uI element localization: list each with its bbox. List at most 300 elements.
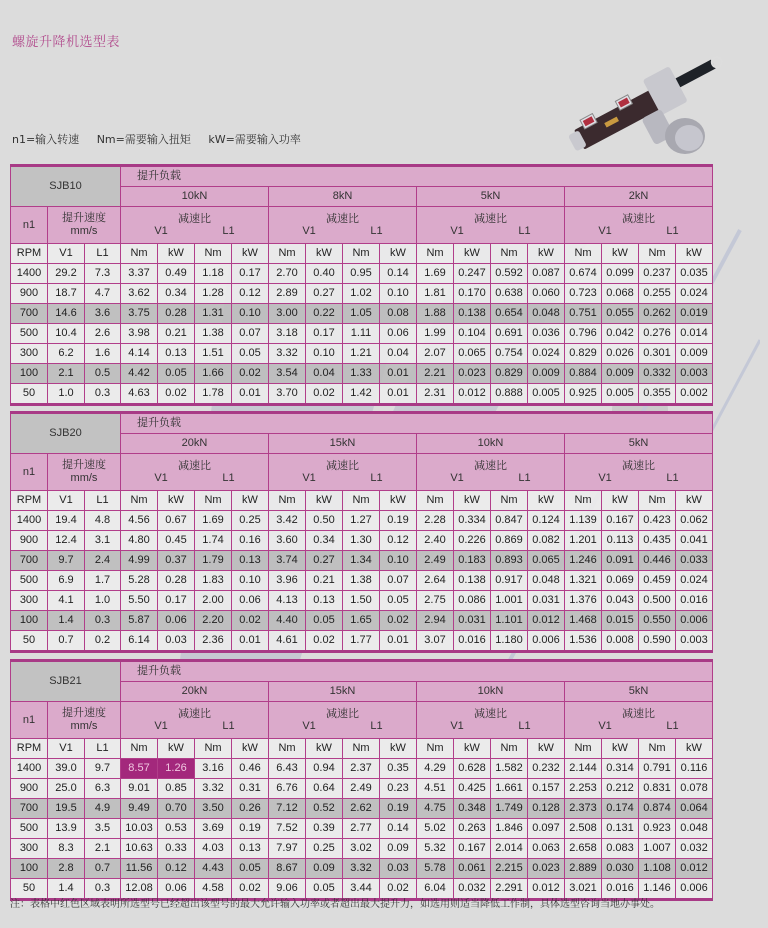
power-cell: 0.002 <box>676 384 713 405</box>
power-cell: 0.01 <box>232 384 269 405</box>
rpm-cell: 900 <box>11 531 48 551</box>
speed-header: 提升速度 mm/s <box>48 702 121 739</box>
power-cell: 0.28 <box>158 304 195 324</box>
power-cell: 0.062 <box>676 511 713 531</box>
speed-v1-cell: 2.1 <box>48 364 85 384</box>
power-cell: 0.14 <box>380 819 417 839</box>
torque-cell: 2.215 <box>491 859 528 879</box>
torque-cell: 4.80 <box>121 531 158 551</box>
power-cell: 0.12 <box>232 284 269 304</box>
torque-cell: 1.11 <box>343 324 380 344</box>
power-cell: 0.34 <box>306 531 343 551</box>
legend-kw: kW=需要输入功率 <box>208 133 301 146</box>
n1-header: n1 <box>11 702 48 739</box>
load-value: 10kN <box>417 682 565 702</box>
torque-cell: 3.44 <box>343 879 380 900</box>
torque-cell: 2.89 <box>269 284 306 304</box>
power-cell: 0.31 <box>232 779 269 799</box>
torque-cell: 12.08 <box>121 879 158 900</box>
torque-cell: 0.423 <box>639 511 676 531</box>
torque-cell: 1.05 <box>343 304 380 324</box>
torque-cell: 4.63 <box>121 384 158 405</box>
torque-cell: 1.51 <box>195 344 232 364</box>
speed-v1-cell: 19.4 <box>48 511 85 531</box>
power-cell: 0.09 <box>380 839 417 859</box>
load-header: 提升负载 <box>121 661 713 682</box>
torque-cell: 0.869 <box>491 531 528 551</box>
power-cell: 0.060 <box>528 284 565 304</box>
power-cell: 0.023 <box>454 364 491 384</box>
torque-cell: 0.255 <box>639 284 676 304</box>
unit-row: RPM V1 L1 Nm kW Nm kW Nm kW Nm kW Nm kW Nm kW Nm kW Nm kW <box>11 491 713 511</box>
power-cell: 0.06 <box>232 591 269 611</box>
power-cell: 0.016 <box>602 879 639 900</box>
over-limit-cell: 1.26 <box>158 759 195 779</box>
table-row <box>11 364 713 384</box>
power-cell: 0.03 <box>158 631 195 652</box>
rpm-cell: 900 <box>11 284 48 304</box>
power-cell: 0.12 <box>158 859 195 879</box>
speed-l1-cell: 2.1 <box>85 839 121 859</box>
torque-cell: 3.54 <box>269 364 306 384</box>
torque-cell: 2.62 <box>343 799 380 819</box>
torque-cell: 4.51 <box>417 779 454 799</box>
power-cell: 0.003 <box>676 631 713 652</box>
table-row <box>11 799 713 819</box>
torque-cell: 1.81 <box>417 284 454 304</box>
power-cell: 0.21 <box>158 324 195 344</box>
torque-cell: 2.94 <box>417 611 454 631</box>
power-cell: 0.063 <box>528 839 565 859</box>
power-cell: 0.113 <box>602 531 639 551</box>
torque-cell: 1.001 <box>491 591 528 611</box>
torque-cell: 2.291 <box>491 879 528 900</box>
rpm-cell: 300 <box>11 839 48 859</box>
power-cell: 0.14 <box>380 264 417 284</box>
torque-cell: 1.101 <box>491 611 528 631</box>
torque-cell: 3.07 <box>417 631 454 652</box>
torque-cell: 2.144 <box>565 759 602 779</box>
power-cell: 0.167 <box>454 839 491 859</box>
speed-l1-cell: 4.8 <box>85 511 121 531</box>
power-cell: 0.099 <box>602 264 639 284</box>
power-cell: 0.45 <box>158 531 195 551</box>
torque-cell: 3.96 <box>269 571 306 591</box>
power-cell: 0.006 <box>528 631 565 652</box>
torque-cell: 1.33 <box>343 364 380 384</box>
power-cell: 0.13 <box>232 839 269 859</box>
torque-cell: 0.95 <box>343 264 380 284</box>
speed-v1-cell: 29.2 <box>48 264 85 284</box>
power-cell: 0.032 <box>676 839 713 859</box>
power-cell: 0.012 <box>528 611 565 631</box>
rpm-cell: 1400 <box>11 264 48 284</box>
torque-cell: 3.021 <box>565 879 602 900</box>
torque-cell: 2.07 <box>417 344 454 364</box>
rpm-cell: 1400 <box>11 511 48 531</box>
speed-l1-cell: 1.0 <box>85 591 121 611</box>
power-cell: 0.06 <box>158 611 195 631</box>
torque-cell: 1.66 <box>195 364 232 384</box>
power-cell: 0.05 <box>306 611 343 631</box>
power-cell: 0.27 <box>306 551 343 571</box>
power-cell: 0.005 <box>602 384 639 405</box>
torque-cell: 3.74 <box>269 551 306 571</box>
torque-cell: 5.78 <box>417 859 454 879</box>
load-value: 5kN <box>417 187 565 207</box>
torque-cell: 5.87 <box>121 611 158 631</box>
power-cell: 0.05 <box>232 344 269 364</box>
torque-cell: 0.829 <box>491 364 528 384</box>
power-cell: 0.19 <box>232 819 269 839</box>
power-cell: 0.026 <box>602 344 639 364</box>
ratio-header: 减速比 V1 L1 <box>121 702 269 739</box>
power-cell: 0.64 <box>306 779 343 799</box>
speed-l1-cell: 1.6 <box>85 344 121 364</box>
table-row <box>11 264 713 284</box>
torque-cell: 3.50 <box>195 799 232 819</box>
power-cell: 0.67 <box>158 511 195 531</box>
power-cell: 0.031 <box>454 611 491 631</box>
power-cell: 0.13 <box>158 344 195 364</box>
torque-cell: 0.796 <box>565 324 602 344</box>
torque-cell: 2.75 <box>417 591 454 611</box>
power-cell: 0.628 <box>454 759 491 779</box>
torque-cell: 4.14 <box>121 344 158 364</box>
power-cell: 0.157 <box>528 779 565 799</box>
torque-cell: 4.03 <box>195 839 232 859</box>
torque-cell: 10.63 <box>121 839 158 859</box>
power-cell: 0.07 <box>380 571 417 591</box>
load-value: 20kN <box>121 682 269 702</box>
torque-cell: 1.28 <box>195 284 232 304</box>
power-cell: 0.174 <box>602 799 639 819</box>
power-cell: 0.009 <box>528 364 565 384</box>
speed-l1-cell: 3.5 <box>85 819 121 839</box>
load-value: 2kN <box>565 187 713 207</box>
torque-cell: 0.592 <box>491 264 528 284</box>
ratio-header: 减速比 V1 L1 <box>269 454 417 491</box>
speed-l1-cell: 0.3 <box>85 384 121 405</box>
power-cell: 0.138 <box>454 304 491 324</box>
torque-cell: 3.32 <box>195 779 232 799</box>
power-cell: 0.10 <box>306 344 343 364</box>
torque-cell: 0.638 <box>491 284 528 304</box>
load-header: 提升负载 <box>121 166 713 187</box>
power-cell: 0.247 <box>454 264 491 284</box>
torque-cell: 1.661 <box>491 779 528 799</box>
torque-cell: 1.21 <box>343 344 380 364</box>
power-cell: 0.10 <box>380 551 417 571</box>
torque-cell: 3.00 <box>269 304 306 324</box>
speed-v1-cell: 12.4 <box>48 531 85 551</box>
power-cell: 0.17 <box>306 324 343 344</box>
torque-cell: 2.014 <box>491 839 528 859</box>
power-cell: 0.012 <box>676 859 713 879</box>
torque-cell: 1.749 <box>491 799 528 819</box>
table-row <box>11 511 713 531</box>
torque-cell: 3.16 <box>195 759 232 779</box>
torque-cell: 7.97 <box>269 839 306 859</box>
power-cell: 0.012 <box>528 879 565 900</box>
torque-cell: 1.79 <box>195 551 232 571</box>
power-cell: 0.46 <box>232 759 269 779</box>
power-cell: 0.024 <box>676 284 713 304</box>
torque-cell: 5.28 <box>121 571 158 591</box>
speed-l1-cell: 3.1 <box>85 531 121 551</box>
rpm-cell: 700 <box>11 799 48 819</box>
power-cell: 0.16 <box>232 531 269 551</box>
power-cell: 0.08 <box>380 304 417 324</box>
speed-l1-cell: 3.6 <box>85 304 121 324</box>
torque-cell: 0.917 <box>491 571 528 591</box>
torque-cell: 4.43 <box>195 859 232 879</box>
torque-cell: 1.34 <box>343 551 380 571</box>
power-cell: 0.104 <box>454 324 491 344</box>
torque-cell: 1.77 <box>343 631 380 652</box>
torque-cell: 0.691 <box>491 324 528 344</box>
torque-cell: 0.262 <box>639 304 676 324</box>
speed-l1-cell: 0.5 <box>85 364 121 384</box>
speed-v1-cell: 1.4 <box>48 879 85 900</box>
power-cell: 0.70 <box>158 799 195 819</box>
torque-cell: 2.37 <box>343 759 380 779</box>
power-cell: 0.01 <box>380 631 417 652</box>
torque-cell: 3.98 <box>121 324 158 344</box>
power-cell: 0.94 <box>306 759 343 779</box>
torque-cell: 3.42 <box>269 511 306 531</box>
speed-v1-cell: 6.2 <box>48 344 85 364</box>
torque-cell: 4.29 <box>417 759 454 779</box>
power-cell: 0.006 <box>676 879 713 900</box>
torque-cell: 1.846 <box>491 819 528 839</box>
rpm-cell: 100 <box>11 859 48 879</box>
torque-cell: 2.64 <box>417 571 454 591</box>
load-value: 20kN <box>121 434 269 454</box>
power-cell: 0.02 <box>380 611 417 631</box>
torque-cell: 2.889 <box>565 859 602 879</box>
power-cell: 0.35 <box>380 759 417 779</box>
power-cell: 0.019 <box>676 304 713 324</box>
table-row <box>11 611 713 631</box>
ratio-header: 减速比 V1 L1 <box>565 207 713 244</box>
torque-cell: 1.31 <box>195 304 232 324</box>
table-row <box>11 344 713 364</box>
torque-cell: 1.99 <box>417 324 454 344</box>
power-cell: 0.10 <box>380 284 417 304</box>
table-row <box>11 284 713 304</box>
speed-l1-cell: 4.7 <box>85 284 121 304</box>
torque-cell: 9.49 <box>121 799 158 819</box>
power-cell: 0.02 <box>232 611 269 631</box>
ratio-header: 减速比 V1 L1 <box>565 454 713 491</box>
torque-cell: 1.146 <box>639 879 676 900</box>
speed-l1-cell: 0.2 <box>85 631 121 652</box>
power-cell: 0.014 <box>676 324 713 344</box>
speed-l1-cell: 2.4 <box>85 551 121 571</box>
torque-cell: 5.02 <box>417 819 454 839</box>
speed-v1-cell: 8.3 <box>48 839 85 859</box>
model-label: SJB21 <box>11 661 121 702</box>
power-cell: 0.50 <box>306 511 343 531</box>
power-cell: 0.042 <box>602 324 639 344</box>
power-cell: 0.170 <box>454 284 491 304</box>
torque-cell: 6.76 <box>269 779 306 799</box>
power-cell: 0.032 <box>454 879 491 900</box>
torque-cell: 2.36 <box>195 631 232 652</box>
power-cell: 0.425 <box>454 779 491 799</box>
torque-cell: 0.893 <box>491 551 528 571</box>
torque-cell: 1.536 <box>565 631 602 652</box>
torque-cell: 7.52 <box>269 819 306 839</box>
torque-cell: 0.654 <box>491 304 528 324</box>
power-cell: 0.031 <box>528 591 565 611</box>
load-header: 提升负载 <box>121 413 713 434</box>
power-cell: 0.016 <box>676 591 713 611</box>
power-cell: 0.041 <box>676 531 713 551</box>
load-value: 8kN <box>269 187 417 207</box>
power-cell: 0.12 <box>380 531 417 551</box>
power-cell: 0.065 <box>528 551 565 571</box>
legend-n1: n1=输入转速 <box>12 133 80 146</box>
power-cell: 0.17 <box>232 264 269 284</box>
ratio-header: 减速比 V1 L1 <box>121 207 269 244</box>
power-cell: 0.34 <box>158 284 195 304</box>
page-title: 螺旋升降机选型表 <box>12 35 121 50</box>
speed-l1-cell: 7.3 <box>85 264 121 284</box>
model-label: SJB10 <box>11 166 121 207</box>
power-cell: 0.22 <box>306 304 343 324</box>
power-cell: 0.09 <box>306 859 343 879</box>
torque-cell: 1.18 <box>195 264 232 284</box>
power-cell: 0.52 <box>306 799 343 819</box>
table-row <box>11 571 713 591</box>
torque-cell: 1.321 <box>565 571 602 591</box>
torque-cell: 3.70 <box>269 384 306 405</box>
torque-cell: 3.62 <box>121 284 158 304</box>
unit-row: RPM V1 L1 Nm kW Nm kW Nm kW Nm kW Nm kW Nm kW Nm kW Nm kW <box>11 739 713 759</box>
power-cell: 0.13 <box>306 591 343 611</box>
torque-cell: 1.02 <box>343 284 380 304</box>
power-cell: 0.048 <box>528 571 565 591</box>
speed-v1-cell: 2.8 <box>48 859 85 879</box>
power-cell: 0.036 <box>528 324 565 344</box>
speed-v1-cell: 18.7 <box>48 284 85 304</box>
torque-cell: 2.658 <box>565 839 602 859</box>
power-cell: 0.009 <box>676 344 713 364</box>
torque-cell: 4.75 <box>417 799 454 819</box>
torque-cell: 1.65 <box>343 611 380 631</box>
power-cell: 0.033 <box>676 551 713 571</box>
speed-v1-cell: 19.5 <box>48 799 85 819</box>
torque-cell: 3.37 <box>121 264 158 284</box>
spec-table-sjb20 <box>10 411 713 653</box>
torque-cell: 3.32 <box>343 859 380 879</box>
power-cell: 0.01 <box>232 631 269 652</box>
rpm-cell: 50 <box>11 384 48 405</box>
ratio-header: 减速比 V1 L1 <box>417 454 565 491</box>
torque-cell: 2.253 <box>565 779 602 799</box>
speed-v1-cell: 10.4 <box>48 324 85 344</box>
torque-cell: 2.77 <box>343 819 380 839</box>
rpm-cell: 500 <box>11 819 48 839</box>
torque-cell: 0.829 <box>565 344 602 364</box>
torque-cell: 8.67 <box>269 859 306 879</box>
rpm-cell: 100 <box>11 611 48 631</box>
speed-v1-cell: 25.0 <box>48 779 85 799</box>
torque-cell: 2.70 <box>269 264 306 284</box>
n1-header: n1 <box>11 207 48 244</box>
power-cell: 0.138 <box>454 571 491 591</box>
torque-cell: 4.99 <box>121 551 158 571</box>
torque-cell: 2.21 <box>417 364 454 384</box>
rpm-cell: 1400 <box>11 759 48 779</box>
torque-cell: 2.373 <box>565 799 602 819</box>
power-cell: 0.035 <box>676 264 713 284</box>
table-row <box>11 839 713 859</box>
rpm-cell: 700 <box>11 304 48 324</box>
torque-cell: 2.20 <box>195 611 232 631</box>
speed-v1-cell: 0.7 <box>48 631 85 652</box>
power-cell: 0.012 <box>454 384 491 405</box>
torque-cell: 0.500 <box>639 591 676 611</box>
power-cell: 0.21 <box>306 571 343 591</box>
n1-header: n1 <box>11 454 48 491</box>
power-cell: 0.086 <box>454 591 491 611</box>
torque-cell: 0.884 <box>565 364 602 384</box>
torque-cell: 1.007 <box>639 839 676 859</box>
torque-cell: 1.27 <box>343 511 380 531</box>
power-cell: 0.01 <box>380 364 417 384</box>
power-cell: 0.05 <box>380 591 417 611</box>
torque-cell: 7.12 <box>269 799 306 819</box>
torque-cell: 0.237 <box>639 264 676 284</box>
speed-v1-cell: 4.1 <box>48 591 85 611</box>
torque-cell: 1.246 <box>565 551 602 571</box>
torque-cell: 9.06 <box>269 879 306 900</box>
torque-cell: 1.376 <box>565 591 602 611</box>
power-cell: 0.068 <box>602 284 639 304</box>
power-cell: 0.23 <box>380 779 417 799</box>
power-cell: 0.061 <box>454 859 491 879</box>
power-cell: 0.13 <box>232 551 269 571</box>
legend-nm: Nm=需要输入扭矩 <box>96 133 191 146</box>
torque-cell: 3.60 <box>269 531 306 551</box>
power-cell: 0.023 <box>528 859 565 879</box>
torque-cell: 1.74 <box>195 531 232 551</box>
torque-cell: 0.888 <box>491 384 528 405</box>
speed-l1-cell: 0.7 <box>85 859 121 879</box>
torque-cell: 1.69 <box>417 264 454 284</box>
torque-cell: 2.00 <box>195 591 232 611</box>
power-cell: 0.024 <box>528 344 565 364</box>
torque-cell: 0.301 <box>639 344 676 364</box>
torque-cell: 2.31 <box>417 384 454 405</box>
torque-cell: 6.14 <box>121 631 158 652</box>
torque-cell: 1.42 <box>343 384 380 405</box>
torque-cell: 0.276 <box>639 324 676 344</box>
power-cell: 0.082 <box>528 531 565 551</box>
table-row <box>11 859 713 879</box>
table-row <box>11 631 713 652</box>
torque-cell: 0.874 <box>639 799 676 819</box>
speed-header: 提升速度 mm/s <box>48 207 121 244</box>
table-row <box>11 759 713 779</box>
power-cell: 0.016 <box>454 631 491 652</box>
torque-cell: 4.56 <box>121 511 158 531</box>
speed-l1-cell: 1.7 <box>85 571 121 591</box>
speed-v1-cell: 9.7 <box>48 551 85 571</box>
